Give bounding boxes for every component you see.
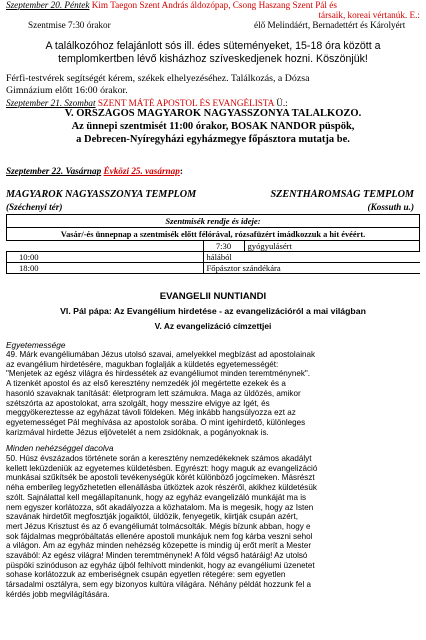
sep21-date: Szeptember 21. Szombat	[6, 98, 96, 108]
paragraph-line: néha emberileg legyőzhetetlen ellenállásba ütköztek azok részéről, akikhez küldetésük	[6, 483, 317, 493]
sep21-feast-rank: Ü.:	[276, 98, 288, 108]
table-row	[7, 263, 420, 274]
sep22-colon: :	[179, 166, 183, 176]
sep20-announcement-1: A találkozóhoz felajánlott sós ill. édes süteményeket, 15-18 óra között a	[45, 40, 381, 52]
church-left-address: (Széchenyi tér)	[6, 202, 63, 212]
schedule-vigil-note: Vasár/-és ünnepnap a szentmisék előtt félórával, rózsafüzért imádkozzuk a hit évéért.	[7, 228, 420, 241]
sep20-feast: Kim Taegon Szent András áldozópap, Csong Haszang Szent Pál és	[91, 0, 337, 10]
doc-chapter: VI. Pál pápa: Az Evangélium hirdetése - az evangelizációról a mai világban	[60, 306, 366, 316]
paragraph-line: a világon. Ám az egyház minden nehézség közepette is mindig új erőt merít a Mester	[6, 541, 312, 551]
mass-schedule-table	[6, 214, 420, 274]
paragraph-line: 50. Húsz évszázados története során a keresztény nemzedékeknek számos akadályt	[6, 454, 312, 463]
schedule-header: Szentmisék rendje és ideje:	[7, 215, 420, 228]
sep22-sunday: Évközi 25. vasárnap	[103, 166, 180, 176]
sep20-announcement-2: templomkertben lévő kisházhoz szíveskedjenek hozni. Köszönjük!	[58, 53, 368, 65]
row-time: 10:00	[7, 252, 204, 263]
sep21-meeting: V. ORSZÁGOS MAGYAROK NAGYASSZONYA TALÁLKOZÓ.	[64, 108, 362, 119]
paragraph-line: az evangélium hirdetésére, magukban foglalják a küldetés egyetemességét:	[6, 359, 279, 369]
sep21-title-line	[6, 98, 420, 108]
church-names	[6, 189, 420, 201]
paragraph-line: szavának hirdetőit megfosztják jogaiktól, üldözik, fenyegetik, kiirtják csupán azért,	[6, 512, 298, 522]
doc-heading-1: Egyetemessége	[6, 340, 66, 350]
paragraph-line: A tizenkét apostol és az első keresztény nemzedék jól megértette ezekek és a	[6, 379, 286, 389]
church-left: MAGYAROK NAGYASSZONYA TEMPLOM	[6, 189, 197, 200]
row-intention: Főpásztor szándékára	[203, 263, 420, 274]
paragraph-line: karizmával hirdette Jézus eljövetelét a nem zsidóknak, a pogányoknak is.	[6, 427, 269, 437]
sep22-title-line	[6, 166, 420, 176]
paragraph-line: kellett leküzdeniük az egyetemes küldetésben. Egyrészt: hogy maguk az evangelizáció	[6, 463, 318, 473]
sep20-mass-label: Szentmise 7:30 órakor	[28, 20, 111, 30]
sep21-feast: SZENT MÁTÉ APOSTOL ÉS EVANGÉLISTA	[97, 98, 274, 108]
paragraph-line: munkásai szűkítsék be apostoli tevékenységük körét különböző jogcímeken. Másrészt	[6, 473, 315, 483]
paragraph-line: mert Jézus Krisztust és az ő evangéliumát tolmácsolták. Mégis bízunk abban, hogy e	[6, 521, 311, 531]
paragraph-line: nem egyszer korlátozza, sőt akadályozza a közhatalom. Ma is megesik, hogy az Isten	[6, 502, 314, 512]
row-intention: hálából	[203, 252, 420, 263]
sep21-mass-1: Az ünnepi szentmisét 11:00 órakor, BOSÁK NÁNDOR püspök,	[71, 121, 355, 132]
paragraph-line: "Menjetek az egész világra és hirdessétek az evangéliumot minden teremtménynek".	[6, 369, 311, 379]
paragraph-line: sohase korlátozzuk az emberiségnek csupán egyetlen rétegére: sem egyetlen	[6, 570, 286, 580]
doc-section: V. Az evangelizáció címzettjei	[154, 321, 272, 331]
table-row	[7, 252, 420, 263]
paragraph-line: sok fájdalmas megpróbáltatás ellenére apostoli munkájuk nem fog kárba veszni sehol	[6, 531, 313, 541]
paragraph-line: kérdés jobb megvilágítására.	[6, 589, 110, 599]
paragraph-line: meggyökereztesse az egyházat távoli földeken. Még inkább hangsúlyozza ezt az	[6, 408, 296, 418]
doc-paragraph-49	[6, 350, 420, 437]
church-addresses	[6, 202, 420, 213]
paragraph-line: 49. Márk evangéliumában Jézus utolsó szavai, amelyekkel megbízást ad apostolainak	[6, 350, 316, 359]
row-time: 18:00	[7, 263, 204, 274]
table-row	[7, 241, 420, 252]
paragraph-line: szétszórta az apostolokat, arra szolgált, hogy messzire elvigye az Igét, és	[6, 398, 270, 408]
paragraph-line: hasonló szavaknak tanítását: életprogram lett számukra. Maga az üldözés, amikor	[6, 388, 301, 398]
doc-paragraph-50	[6, 454, 420, 600]
paragraph-line: egyetemességet Pál meghívása az apostolok sorába. Ő mint igehirdető, különleges	[6, 417, 306, 427]
doc-title: EVANGELII NUNTIANDI	[159, 291, 267, 302]
sep20-mass-intention: élő Melindáért, Bernadettért és Károlyért	[254, 20, 406, 30]
church-right-address: (Kossuth u.)	[367, 202, 414, 212]
sep22-date: Szeptember 22. Vasárnap	[6, 166, 102, 176]
sep20-date: Szeptember 20. Péntek	[6, 0, 90, 10]
sep20-mass-line	[6, 20, 420, 30]
sep20-notice-2: Gimnázium előtt 16:00 órakor.	[6, 85, 128, 96]
paragraph-line: szavából: Az egész világra! Minden teremtménynek! A föld végső határáig! Az utolsó	[6, 551, 308, 561]
church-right: SZENTHÁROMSÁG TEMPLOM	[270, 189, 414, 200]
sep20-notice-1: Férfi-testvérek segítségét kérem, székek elhelyezéséhez. Találkozás, a Dózsa	[6, 73, 310, 84]
sep20-feast-cont	[6, 10, 420, 20]
paragraph-line: szólt. Sajnálattal kell megállapítanunk, hogy az egyház evangelizáló munkáját ma is	[6, 492, 307, 502]
row-time: 7:30	[203, 241, 244, 252]
paragraph-line: társadalmi osztályra, sem egy bizonyos kultúra világára. Néhány példát hozzunk fel a	[6, 580, 312, 590]
sep20-title-line	[6, 0, 420, 10]
sep20-feast-cont-text: társaik, koreai vértanúk. E.:	[318, 10, 420, 20]
sep21-mass-2: a Debrecen-Nyíregyházi egyházmegye főpásztora mutatja be.	[76, 134, 350, 145]
row-intention: gyógyulásért	[244, 241, 420, 252]
doc-heading-2: Minden nehézséggel dacolva	[6, 443, 114, 453]
paragraph-line: püspöki szinóduson az egyház újból felhívott mindenkit, hogy az evangéliumi üzenetet	[6, 560, 315, 570]
